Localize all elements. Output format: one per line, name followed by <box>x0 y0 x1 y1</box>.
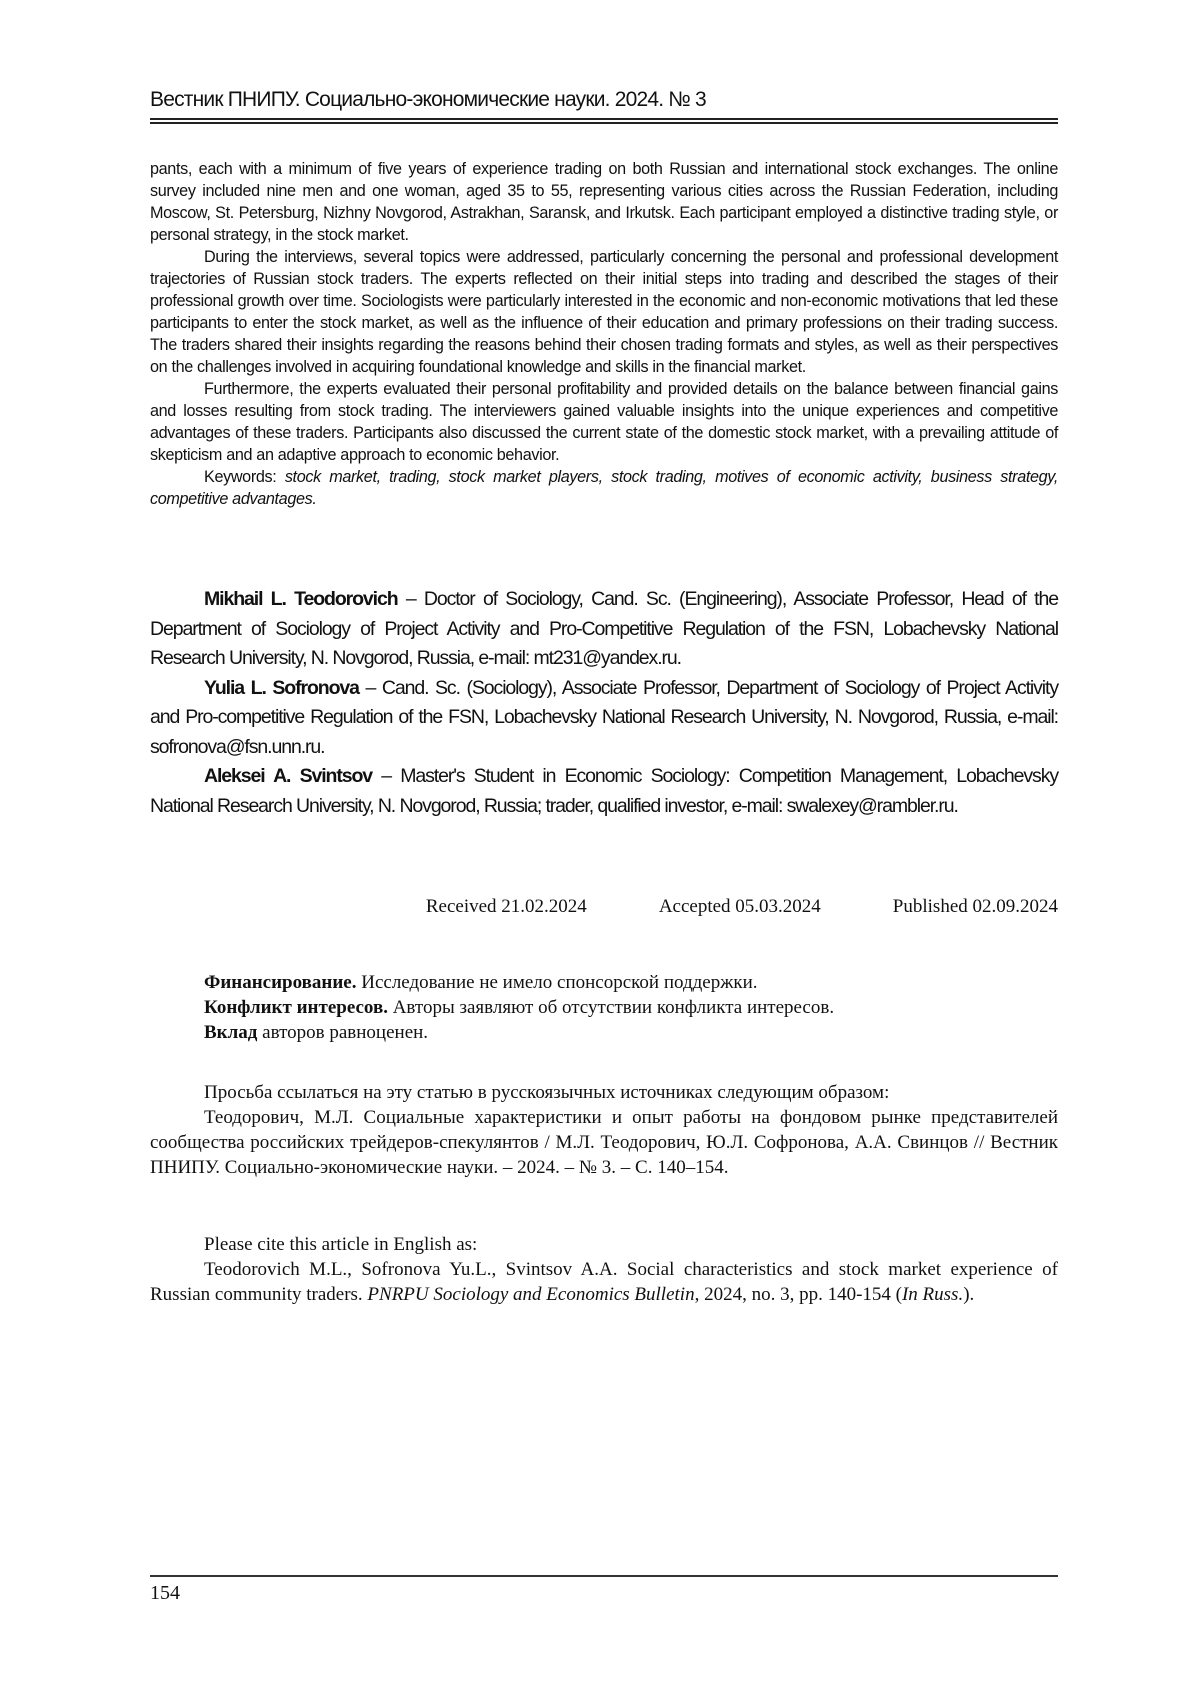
citation-authors-title: Teodorovich M.L., Sofronova Yu.L., Svintsov A.A. Social characteristics and stock market experience of Russian community traders. <box>150 1259 1058 1305</box>
conflict-text: Авторы заявляют об отсутствии конфликта интересов. <box>387 997 835 1018</box>
author-entry <box>150 762 1058 821</box>
author-bio: – Cand. Sc. (Sociology), Associate Professor, Department of Sociology of Project Activity and Pro-competitive Regulation of the FSN, Lobachevsky National Research University, N. Novgorod, Russia, e-mail: sofronova@fsn.unn.ru. <box>150 676 1059 758</box>
citation-intro: Просьба ссылаться на эту статью в русскоязычных источниках следующим образом: <box>204 1082 890 1103</box>
citation-language: In Russ. <box>901 1284 964 1305</box>
footer-rule <box>150 1575 1058 1577</box>
received-date: Received 21.02.2024 <box>425 896 587 917</box>
author-name: Mikhail L. Teodorovich <box>204 588 398 610</box>
citation-intro: Please cite this article in English as: <box>204 1234 478 1255</box>
citation-end: ). <box>963 1284 975 1305</box>
page-number: 154 <box>150 1582 180 1604</box>
abstract <box>150 158 1058 510</box>
keywords <box>150 466 1058 510</box>
abstract-paragraph: Furthermore, the experts evaluated their personal profitability and provided details on the balance between financial gains and losses resulting from stock trading. The interviewers gained valuable insights into the unique experiences and competitive advantages of these traders. Participants also discussed the current state of the domestic stock market, with a prevailing attitude of skepticism and an adaptive approach to economic behavior. <box>150 380 1058 464</box>
citation-text <box>150 1257 1058 1307</box>
author-bio: – Master's Student in Economic Sociology: Competition Management, Lobachevsky National Research University, N. Novgorod, Russia; trader, qualified investor, e-mail: swalexey@rambler.ru. <box>150 765 1058 817</box>
funding-section <box>150 970 1058 1045</box>
funding-text: Исследование не имело спонсорской поддержки. <box>356 972 758 993</box>
header-double-rule <box>150 118 1058 124</box>
author-name: Yulia L. Sofronova <box>204 676 359 699</box>
abstract-paragraph: pants, each with a minimum of five years of experience trading on both Russian and international stock exchanges. The online survey included nine men and one woman, aged 35 to 55, representing various cities across the Russian Federation, including Moscow, St. Petersburg, Nizhny Novgorod, Astrakhan, Saransk, and Irkutsk. Each participant employed a distinctive trading style, or personal strategy, in the stock market. <box>150 160 1058 244</box>
keywords-label: Keywords: <box>204 468 277 486</box>
contribution-line <box>150 1020 1058 1045</box>
citation-english <box>150 1232 1058 1307</box>
conflict-label: Конфликт интересов. <box>204 997 388 1018</box>
contribution-text: авторов равноценен. <box>257 1022 429 1043</box>
citation-text: Теодорович, М.Л. Социальные характеристики и опыт работы на фондовом рынке представителей сообщества российских трейдеров-спекулянтов / М.Л. Теодорович, Ю.Л. Софронова, А.А. Свинцов // Вестник ПНИПУ. Социально-экономические науки. – 2024. – № 3. – С. 140–154. <box>150 1107 1058 1178</box>
funding-label: Финансирование. <box>204 972 357 993</box>
running-header: Вестник ПНИПУ. Социально-экономические науки. 2024. № 3 <box>150 88 706 111</box>
author-entry <box>150 585 1058 674</box>
publication-dates <box>150 896 1058 918</box>
accepted-date: Accepted 05.03.2024 <box>658 896 821 917</box>
citation-russian <box>150 1080 1058 1180</box>
conflict-line <box>150 995 1058 1020</box>
author-entry <box>150 674 1058 763</box>
citation-issue: , 2024, no. 3, pp. 140-154 ( <box>694 1284 902 1305</box>
abstract-paragraph: During the interviews, several topics were addressed, particularly concerning the personal and professional development trajectories of Russian stock traders. The experts reflected on their initial steps into trading and described the stages of their professional growth over time. Sociologists were particularly interested in the economic and non-economic motivations that led these participants to enter the stock market, as well as the influence of their education and primary professions on their trading success. The traders shared their insights regarding the reasons behind their chosen trading formats and styles, as well as their perspectives on the challenges involved in acquiring foundational knowledge and skills in the financial market. <box>150 248 1058 376</box>
author-name: Aleksei A. Svintsov <box>204 765 373 787</box>
author-bio: – Doctor of Sociology, Cand. Sc. (Engineering), Associate Professor, Head of the Department of Sociology of Project Activity and Pro-Competitive Regulation of the FSN, Lobachevsky National Research University, N. Novgorod, Russia, e-mail: mt231@yandex.ru. <box>150 588 1058 669</box>
author-info <box>150 585 1058 821</box>
funding-line <box>150 970 1058 995</box>
keywords-list: stock market, trading, stock market players, stock trading, motives of economic activity, business strategy, competitive advantages. <box>150 468 1058 508</box>
citation-journal: PNRPU Sociology and Economics Bulletin <box>367 1284 695 1305</box>
contribution-label: Вклад <box>204 1022 258 1043</box>
published-date: Published 02.09.2024 <box>892 896 1058 917</box>
